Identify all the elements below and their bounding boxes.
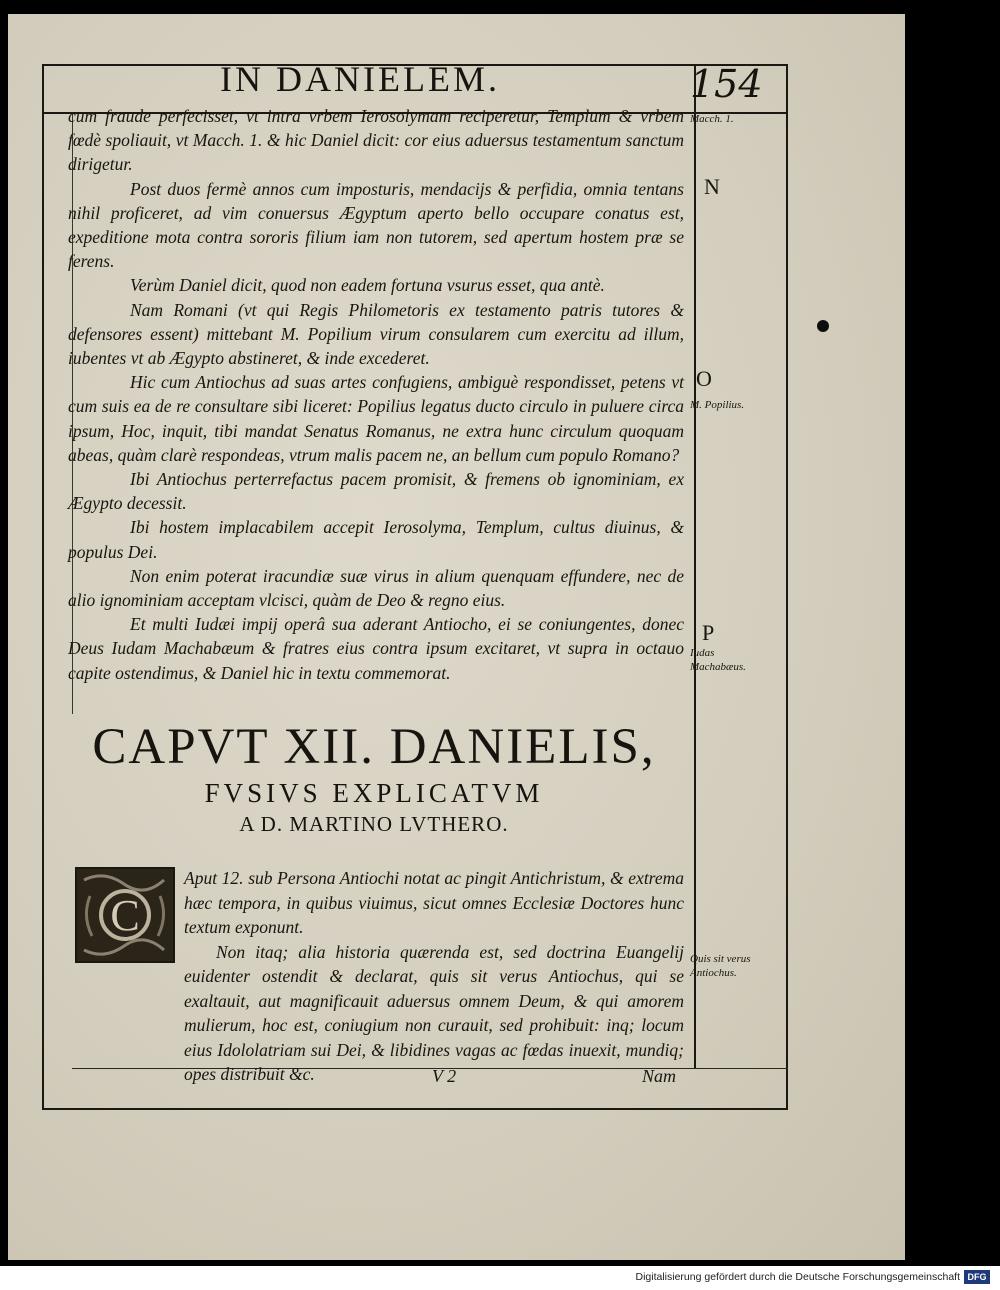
margin-letter-o: O	[696, 366, 712, 391]
chapter-text	[68, 866, 684, 1087]
body-paragraph: Verùm Daniel dicit, quod non eadem fortuna vsurus esset, qua antè.	[130, 275, 605, 296]
chapter-subtitle: FVSIVS EXPLICATVM	[204, 778, 544, 808]
body-paragraph: Ibi hostem implacabilem accepit Ierosolyma, Templum, cultus diuinus, & populus Dei.	[68, 517, 684, 562]
viewer-dot	[817, 320, 829, 332]
margin-rule	[694, 64, 696, 1068]
margin-note-verus: Quis sit verus Antiochus.	[690, 953, 751, 979]
body-paragraph: Nam Romani (vt qui Regis Philometoris ex testamento patris tutores & defensores essent) mittebant M. Popilium virum consularem cum exercitu ad illum, iubentes vt ab Ægypto abstineret, & inde excederet.	[68, 299, 684, 369]
body-paragraph: Ibi Antiochus perterrefactus pacem promisit, & fremens ob ignominiam, ex Ægypto decessit.	[68, 469, 684, 514]
chapter-title: CAPVT XII. DANIELIS,	[92, 719, 656, 775]
chapter-attribution: A D. MARTINO LVTHERO.	[239, 812, 509, 836]
running-head: IN DANIELEM.	[220, 59, 500, 99]
body-paragraph: Post duos fermè annos cum imposturis, mendacijs & perfidia, omnia tentans nihil proficeret, ad vim conuersus Ægyptum aperto bello occupare conatus est, expeditione mota contra sororis filium iam non tutorem, sed apertum hostem præ se ferens.	[68, 178, 684, 272]
body-text	[68, 104, 684, 685]
margin-note-popilius: M. Popilius.	[690, 399, 745, 411]
margin-note-macch: Macch. 1.	[690, 113, 734, 125]
dfg-logo-icon: DFG	[964, 1270, 990, 1284]
chapter-paragraph-2: Non itaq; alia historia quærenda est, sed doctrina Euangelij euidenter ostendit & declarat, quis sit verus Antiochus, qui se exaltauit, aut magnificauit aduersus omnem Deum, & qui amorem mulierum, hoc est, coniugium non curauit, sed prohibuit: inq; locum eius Idololatriam sui Dei, & libidines vagas ac fœdas inuexit, mundiq; opes distribuit &c.	[184, 941, 684, 1084]
body-paragraph: cum fraude perfecisset, vt intra vrbem Ierosolymam reciperetur, Templum & vrbem fœdè spoliauit, vt Macch. 1. & hic Daniel dicit: cor eius aduersus testamentum sanctum dirigetur.	[68, 106, 684, 175]
margin-note-iudas: Iudas Machabæus.	[690, 647, 746, 673]
footer-credit: Digitalisierung gefördert durch die Deutsche Forschungsgemeinschaft	[635, 1271, 960, 1283]
margin-letter-p: P	[702, 620, 715, 645]
chapter-paragraph-1: Aput 12. sub Persona Antiochi notat ac pingit Antichristum, & extrema hæc tempora, in quibus viuimus, sicut omnes Ecclesiæ Doctores hunc textum exponunt.	[184, 868, 684, 937]
body-paragraph: Et multi Iudæi impij operâ sua aderant Antiocho, ei se coniungentes, donec Deus Iudam Machabæum & fratres eius contra ipsum excitaret, vt supra in octauo capite ostendimus, & Daniel hic in textu commemorat.	[68, 614, 684, 683]
catchword: Nam	[642, 1066, 677, 1086]
margin-letter-n: N	[704, 174, 720, 199]
body-paragraph: Non enim poterat iracundiæ suæ virus in alium quenquam effundere, nec de alio ignominiam acceptam vlcisci, quàm de Deo & regno eius.	[68, 565, 684, 611]
signature-mark: V 2	[432, 1066, 457, 1086]
body-paragraph: Hic cum Antiochus ad suas artes confugiens, ambiguè respondisset, petens vt cum suis ea de re consultare sibi liceret: Popilius legatus ducto circulo in puluere circa ipsum, Hoc, inquit, tibi mandat Senatus Romanus, ne extra hunc circulum quoquam abeas, quàm clarè respondeas, vtrum malis pacem ne, an bellum cum populo Romano?	[68, 372, 684, 465]
initial-letter: C	[110, 891, 140, 940]
page-number: 154	[690, 62, 763, 106]
